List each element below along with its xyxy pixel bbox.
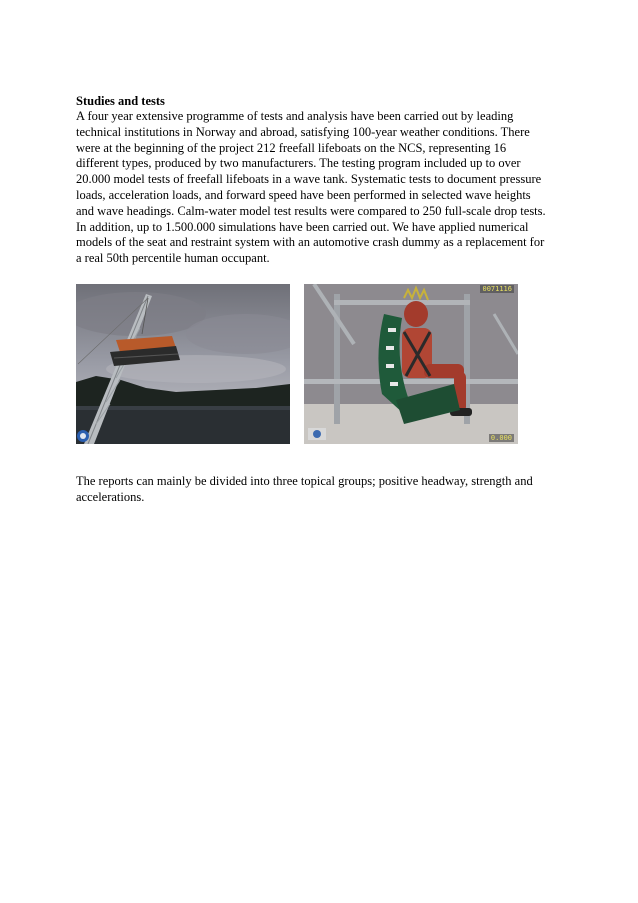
sensor-readout: 0.000 (490, 434, 512, 442)
closing-paragraph (76, 474, 576, 506)
paragraph-line: technical institutions in Norway and abroad, satisfying 100-year weather conditions. There (76, 124, 530, 139)
paragraph-line: and wave headings. Calm-water model test results were compared to 250 full-scale drop tests. (76, 203, 546, 218)
paragraph-line: accelerations. (76, 489, 145, 504)
crash-dummy-photo (304, 284, 518, 444)
paragraph-line: different types, produced by two manufacturers. The testing program included up to over (76, 156, 521, 171)
intro-paragraph (76, 109, 576, 267)
paragraph-line: In addition, up to 1.500.000 simulations have been carried out. We have applied numerical (76, 219, 529, 234)
paragraph-line: a real 50th percentile human occupant. (76, 251, 270, 266)
paragraph-line: models of the seat and restraint system with an automotive crash dummy as a replacement for (76, 235, 545, 250)
paragraph-line: A four year extensive programme of tests and analysis have been carried out by leading (76, 109, 514, 123)
paragraph-line: The reports can mainly be divided into three topical groups; positive headway, strength and (76, 474, 533, 488)
video-timestamp: 0071116 (482, 285, 512, 293)
paragraph-line: were at the beginning of the project 212 freefall lifeboats on the NCS, representing 16 (76, 140, 507, 155)
paragraph-line: loads, acceleration loads, and forward speed have been performed in selected wave heights (76, 187, 531, 202)
section-heading: Studies and tests (76, 94, 165, 108)
paragraph-line: 20.000 model tests of freefall lifeboats in a wave tank. Systematic tests to document pressure (76, 172, 542, 187)
lifeboat-crane-photo (76, 284, 290, 444)
